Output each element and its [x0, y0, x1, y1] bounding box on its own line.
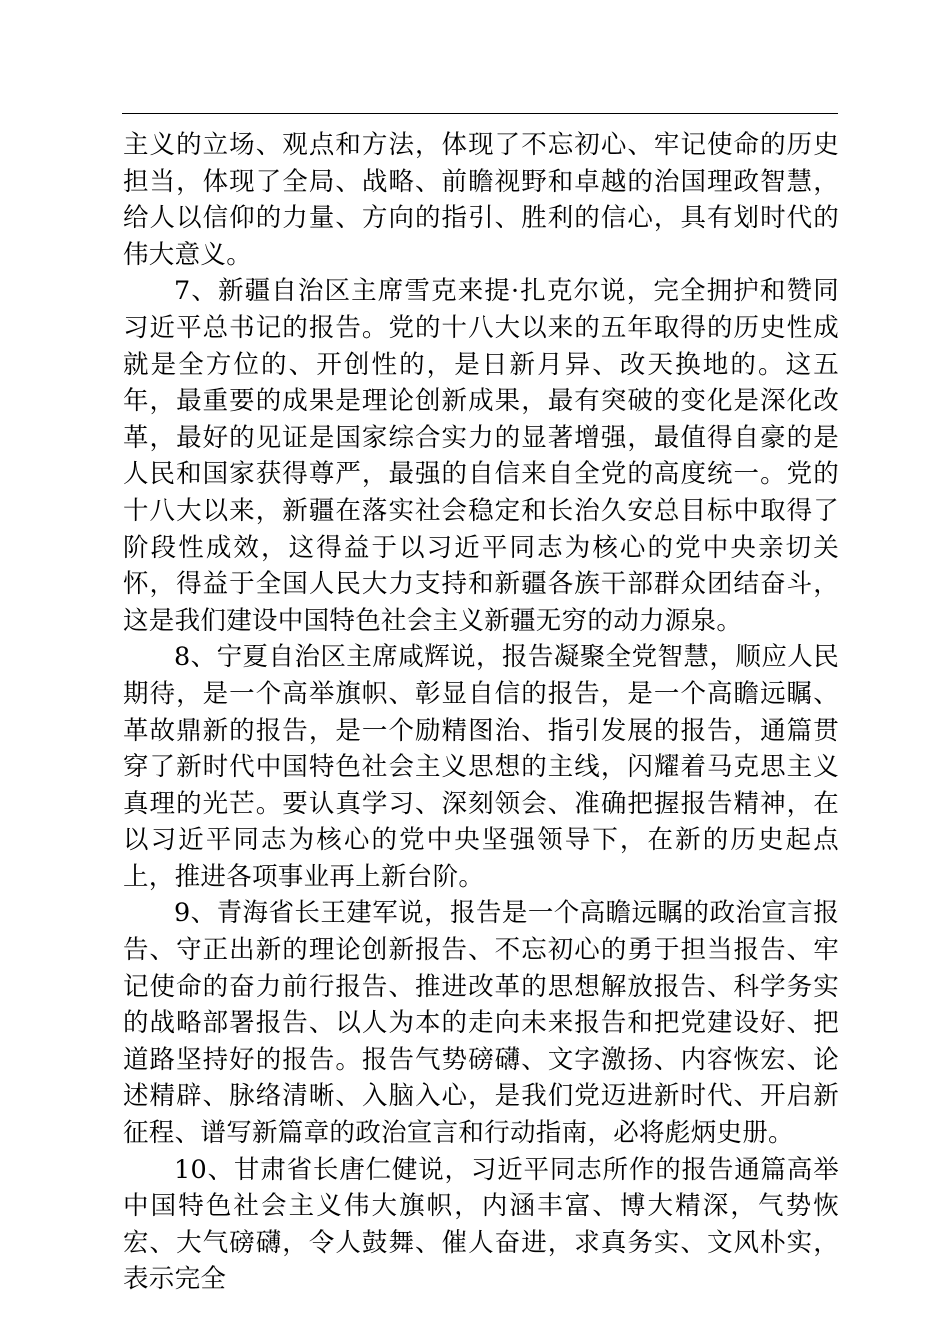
paragraph-item-10: 10、甘肃省长唐仁健说，习近平同志所作的报告通篇高举中国特色社会主义伟大旗帜，内涵丰富、博大精深，气势恢宏、大气磅礴，令人鼓舞、催人奋进，求真务实、文风朴实，表示完全 [123, 1154, 839, 1295]
paragraph-item-9: 9、青海省长王建军说，报告是一个高瞻远瞩的政治宣言报告、守正出新的理论创新报告、不忘初心的勇于担当报告、牢记使命的奋力前行报告、推进改革的思想解放报告、科学务实的战略部署报告、以人为本的走向未来报告和把党建设好、把道路坚持好的报告。报告气势磅礴、文字激扬、内容恢宏、论述精辟、脉络清晰、入脑入心，是我们党迈进新时代、开启新征程、谱写新篇章的政治宣言和行动指南，必将彪炳史册。 [123, 898, 839, 1149]
paragraph-item-8: 8、宁夏自治区主席咸辉说，报告凝聚全党智慧，顺应人民期待，是一个高举旗帜、彰显自信的报告，是一个高瞻远瞩、革故鼎新的报告，是一个励精图治、指引发展的报告，通篇贯穿了新时代中国特色社会主义思想的主线，闪耀着马克思主义真理的光芒。要认真学习、深刻领会、准确把握报告精神，在以习近平同志为核心的党中央坚强领导下，在新的历史起点上，推进各项事业再上新台阶。 [123, 642, 839, 892]
paragraph-continuation: 主义的立场、观点和方法，体现了不忘初心、牢记使命的历史担当，体现了全局、战略、前瞻视野和卓越的治国理政智慧，给人以信仰的力量、方向的指引、胜利的信心，具有划时代的伟大意义。 [123, 130, 839, 270]
document-body [123, 127, 839, 1298]
paragraph-item-7: 7、新疆自治区主席雪克来提·扎克尔说，完全拥护和赞同习近平总书记的报告。党的十八大以来的五年取得的历史性成就是全方位的、开创性的，是日新月异、改天换地的。这五年，最重要的成果是理论创新成果，最有突破的变化是深化改革，最好的见证是国家综合实力的显著增强，最值得自豪的是人民和国家获得尊严，最强的自信来自全党的高度统一。党的十八大以来，新疆在落实社会稳定和长治久安总目标中取得了阶段性成效，这得益于以习近平同志为核心的党中央亲切关怀，得益于全国人民大力支持和新疆各族干部群众团结奋斗，这是我们建设中国特色社会主义新疆无穷的动力源泉。 [123, 276, 839, 636]
header-rule [122, 113, 838, 114]
